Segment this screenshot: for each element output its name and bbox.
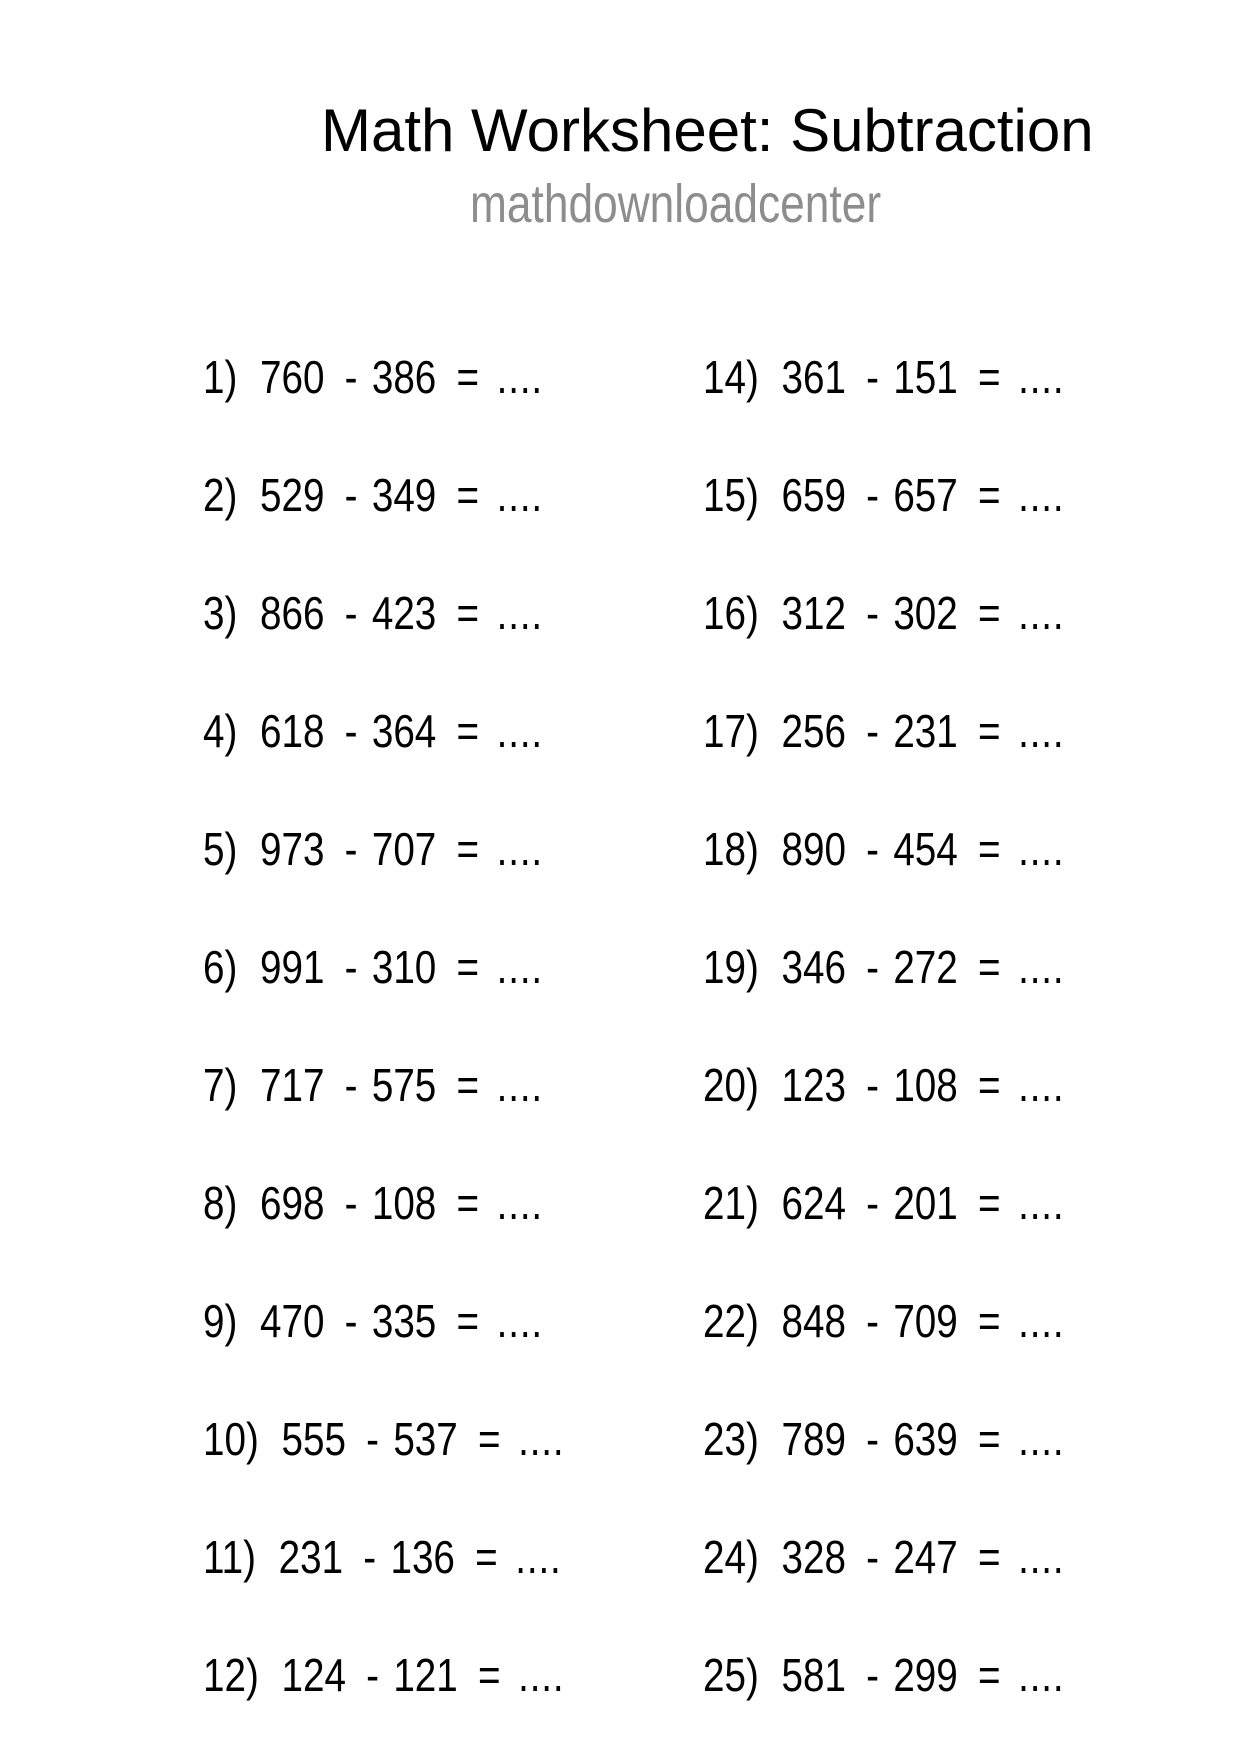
- problem-number: 18): [703, 823, 759, 875]
- problem-row: [203, 1026, 564, 1144]
- subtrahend: 639: [893, 1413, 958, 1465]
- answer-blank: ....: [1018, 1531, 1065, 1583]
- equals-sign: =: [977, 587, 1001, 639]
- equals-sign: =: [456, 351, 480, 403]
- equals-sign: =: [977, 823, 1001, 875]
- subtrahend: 136: [390, 1531, 455, 1583]
- equals-sign: =: [477, 1413, 501, 1465]
- problem-row: [203, 554, 564, 672]
- problem-number: 1): [203, 351, 238, 403]
- answer-blank: ....: [1018, 1295, 1065, 1347]
- minuend: 328: [781, 1531, 846, 1583]
- equals-sign: =: [456, 469, 480, 521]
- minuend: 346: [781, 941, 846, 993]
- answer-blank: ....: [518, 1413, 565, 1465]
- answer-blank: ....: [1018, 469, 1065, 521]
- answer-blank: ....: [518, 1649, 565, 1701]
- minus-sign: -: [866, 1177, 880, 1229]
- problem-number: 22): [703, 1295, 759, 1347]
- subtrahend: 454: [893, 823, 958, 875]
- minuend: 890: [781, 823, 846, 875]
- problem-row: [703, 1262, 1064, 1380]
- minus-sign: -: [866, 1531, 880, 1583]
- problem-row: [703, 1498, 1064, 1616]
- minus-sign: -: [363, 1531, 377, 1583]
- problem-number: 15): [703, 469, 759, 521]
- problem-number: 23): [703, 1413, 759, 1465]
- problem-number: 3): [203, 587, 238, 639]
- problem-row: [703, 1026, 1064, 1144]
- minus-sign: -: [866, 1413, 880, 1465]
- minuend: 618: [260, 705, 325, 757]
- subtrahend: 108: [371, 1177, 437, 1229]
- minuend: 124: [281, 1649, 346, 1701]
- problem-row: [703, 790, 1064, 908]
- problem-number: 8): [203, 1177, 238, 1229]
- subtrahend: 364: [371, 705, 437, 757]
- problem-number: 17): [703, 705, 759, 757]
- minuend: 717: [260, 1059, 325, 1111]
- problem-row: [203, 436, 564, 554]
- minuend: 659: [781, 469, 846, 521]
- problem-number: 10): [203, 1413, 259, 1465]
- equals-sign: =: [456, 941, 480, 993]
- problem-number: 7): [203, 1059, 238, 1111]
- answer-blank: ....: [496, 1177, 543, 1229]
- minus-sign: -: [344, 1295, 358, 1347]
- minuend: 848: [781, 1295, 846, 1347]
- problem-number: 20): [703, 1059, 759, 1111]
- subtrahend: 575: [371, 1059, 437, 1111]
- equals-sign: =: [977, 1413, 1001, 1465]
- minus-sign: -: [344, 469, 358, 521]
- equals-sign: =: [977, 1177, 1001, 1229]
- equals-sign: =: [977, 1059, 1001, 1111]
- equals-sign: =: [456, 705, 480, 757]
- answer-blank: ....: [1018, 1177, 1065, 1229]
- equals-sign: =: [977, 1531, 1001, 1583]
- minus-sign: -: [866, 1649, 880, 1701]
- minuend: 624: [781, 1177, 846, 1229]
- problem-number: 11): [203, 1531, 256, 1583]
- equals-sign: =: [456, 823, 480, 875]
- problem-row: [203, 1616, 564, 1734]
- equals-sign: =: [977, 1295, 1001, 1347]
- equals-sign: =: [475, 1531, 498, 1583]
- minus-sign: -: [344, 941, 358, 993]
- minus-sign: -: [866, 351, 880, 403]
- problem-row: [703, 1144, 1064, 1262]
- minuend: 973: [260, 823, 325, 875]
- subtrahend: 709: [893, 1295, 958, 1347]
- problem-row: [203, 318, 564, 436]
- answer-blank: ....: [1018, 1413, 1065, 1465]
- equals-sign: =: [456, 587, 480, 639]
- answer-blank: ....: [496, 587, 543, 639]
- subtrahend: 349: [371, 469, 437, 521]
- minus-sign: -: [866, 469, 880, 521]
- minuend: 123: [781, 1059, 846, 1111]
- page-subtitle: mathdownloadcenter: [470, 174, 882, 234]
- page-title: Math Worksheet: Subtraction: [321, 97, 1094, 164]
- problem-row: [203, 672, 564, 790]
- subtrahend: 302: [893, 587, 958, 639]
- minus-sign: -: [344, 587, 358, 639]
- subtrahend: 201: [893, 1177, 958, 1229]
- problem-row: [203, 790, 564, 908]
- equals-sign: =: [977, 351, 1001, 403]
- subtrahend: 335: [371, 1295, 437, 1347]
- subtrahend: 231: [893, 705, 958, 757]
- answer-blank: ....: [1018, 941, 1065, 993]
- answer-blank: ....: [496, 1059, 543, 1111]
- problem-number: 2): [203, 469, 238, 521]
- answer-blank: ....: [1018, 351, 1065, 403]
- equals-sign: =: [977, 705, 1001, 757]
- equals-sign: =: [456, 1177, 480, 1229]
- problem-row: [703, 1380, 1064, 1498]
- minus-sign: -: [866, 823, 880, 875]
- answer-blank: ....: [496, 1295, 543, 1347]
- equals-sign: =: [977, 941, 1001, 993]
- subtrahend: 247: [893, 1531, 958, 1583]
- minuend: 760: [260, 351, 325, 403]
- equals-sign: =: [456, 1059, 480, 1111]
- subtrahend: 657: [893, 469, 958, 521]
- minus-sign: -: [866, 1295, 880, 1347]
- problem-row: [203, 1498, 564, 1616]
- subtrahend: 310: [371, 941, 437, 993]
- problem-row: [203, 1262, 564, 1380]
- minus-sign: -: [866, 941, 880, 993]
- problem-number: 4): [203, 705, 238, 757]
- subtrahend: 423: [371, 587, 437, 639]
- minuend: 555: [281, 1413, 346, 1465]
- subtrahend: 537: [393, 1413, 458, 1465]
- problem-row: [703, 1616, 1064, 1734]
- minuend: 581: [781, 1649, 846, 1701]
- answer-blank: ....: [1018, 587, 1065, 639]
- equals-sign: =: [456, 1295, 480, 1347]
- subtrahend: 272: [893, 941, 958, 993]
- problem-row: [703, 672, 1064, 790]
- problem-row: [703, 908, 1064, 1026]
- subtrahend: 108: [893, 1059, 958, 1111]
- problem-row: [703, 436, 1064, 554]
- minuend: 991: [260, 941, 325, 993]
- answer-blank: ....: [496, 941, 543, 993]
- problem-number: 14): [703, 351, 759, 403]
- problem-number: 6): [203, 941, 238, 993]
- minuend: 866: [260, 587, 325, 639]
- subtrahend: 299: [893, 1649, 958, 1701]
- answer-blank: ....: [1018, 1059, 1065, 1111]
- minuend: 361: [781, 351, 846, 403]
- problem-number: 16): [703, 587, 759, 639]
- answer-blank: ....: [1018, 823, 1065, 875]
- minus-sign: -: [344, 823, 358, 875]
- minus-sign: -: [344, 1059, 358, 1111]
- subtrahend: 121: [393, 1649, 458, 1701]
- problem-number: 21): [703, 1177, 759, 1229]
- minuend: 231: [278, 1531, 344, 1583]
- minus-sign: -: [366, 1649, 380, 1701]
- problem-row: [203, 908, 564, 1026]
- minuend: 312: [781, 587, 846, 639]
- equals-sign: =: [977, 1649, 1001, 1701]
- minus-sign: -: [344, 1177, 358, 1229]
- minuend: 789: [781, 1413, 846, 1465]
- subtrahend: 707: [371, 823, 437, 875]
- problem-row: [703, 318, 1064, 436]
- minus-sign: -: [366, 1413, 380, 1465]
- minus-sign: -: [344, 705, 358, 757]
- subtrahend: 386: [371, 351, 437, 403]
- problems-column-right: [703, 318, 1133, 1734]
- problem-number: 5): [203, 823, 238, 875]
- minus-sign: -: [866, 705, 880, 757]
- problem-row: [703, 554, 1064, 672]
- problem-row: [203, 1144, 564, 1262]
- answer-blank: ....: [496, 823, 543, 875]
- minuend: 529: [260, 469, 325, 521]
- problem-number: 24): [703, 1531, 759, 1583]
- answer-blank: ....: [496, 705, 543, 757]
- answer-blank: ....: [1018, 1649, 1065, 1701]
- minus-sign: -: [866, 1059, 880, 1111]
- equals-sign: =: [977, 469, 1001, 521]
- minuend: 698: [260, 1177, 325, 1229]
- problem-number: 9): [203, 1295, 238, 1347]
- problem-number: 25): [703, 1649, 759, 1701]
- answer-blank: ....: [515, 1531, 562, 1583]
- answer-blank: ....: [1018, 705, 1065, 757]
- subtrahend: 151: [893, 351, 958, 403]
- problem-number: 12): [203, 1649, 259, 1701]
- minus-sign: -: [866, 587, 880, 639]
- minuend: 256: [781, 705, 846, 757]
- equals-sign: =: [477, 1649, 501, 1701]
- minus-sign: -: [344, 351, 358, 403]
- answer-blank: ....: [496, 351, 543, 403]
- answer-blank: ....: [496, 469, 543, 521]
- problem-row: [203, 1380, 564, 1498]
- minuend: 470: [260, 1295, 325, 1347]
- problems-column-left: [203, 318, 633, 1734]
- problem-number: 19): [703, 941, 759, 993]
